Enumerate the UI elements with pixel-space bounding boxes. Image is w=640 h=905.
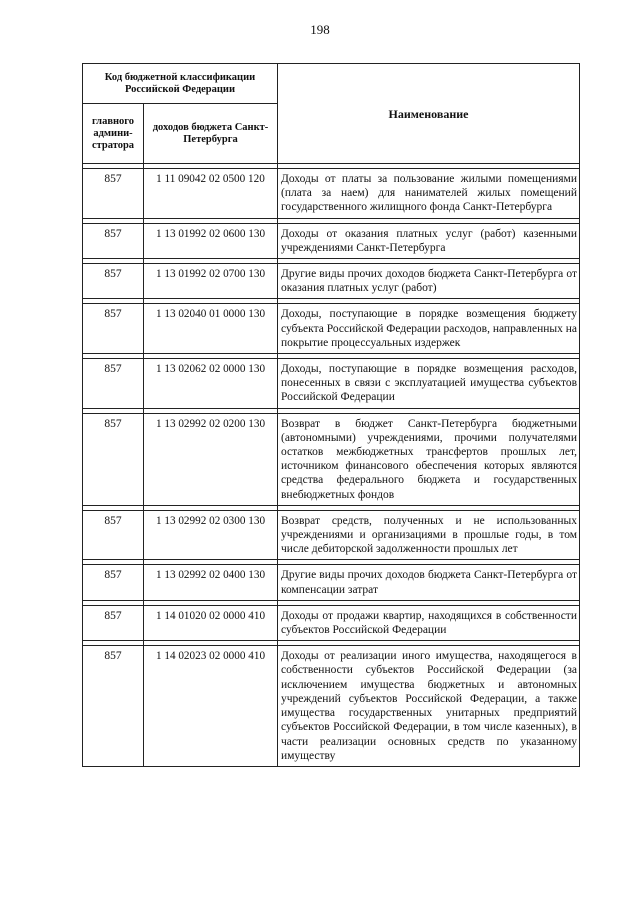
admin-code-cell: 857: [83, 565, 144, 600]
table-row: [83, 413, 580, 505]
name-cell: Другие виды прочих доходов бюджета Санкт-Петербурга от оказания платных услуг (работ): [278, 264, 580, 299]
income-code-cell: 1 13 02062 02 0000 130: [144, 359, 278, 409]
income-code-cell: 1 13 02992 02 0200 130: [144, 413, 278, 505]
income-code-cell: 1 13 02040 01 0000 130: [144, 304, 278, 354]
admin-code-cell: 857: [83, 413, 144, 505]
income-code-cell: 1 13 02992 02 0400 130: [144, 565, 278, 600]
table-body: [83, 164, 580, 767]
income-code-cell: 1 13 02992 02 0300 130: [144, 510, 278, 560]
table-row: [83, 646, 580, 767]
name-cell: Возврат в бюджет Санкт-Петербурга бюджетными (автономными) учреждениями, прочими получателями остатков межбюджетных трансфертов прошлых лет, источником финансового обеспечения которых являются средства федерального бюджета и государственных внебюджетных фондов: [278, 413, 580, 505]
admin-code-cell: 857: [83, 510, 144, 560]
income-code-cell: 1 14 01020 02 0000 410: [144, 605, 278, 640]
income-code-cell: 1 13 01992 02 0700 130: [144, 264, 278, 299]
income-code-cell: 1 13 01992 02 0600 130: [144, 223, 278, 258]
table-row: [83, 169, 580, 219]
name-cell: Доходы от продажи квартир, находящихся в собственности субъектов Российской Федерации: [278, 605, 580, 640]
table-row: [83, 510, 580, 560]
admin-code-cell: 857: [83, 264, 144, 299]
name-cell: Доходы от оказания платных услуг (работ) казенными учреждениями Санкт-Петербурга: [278, 223, 580, 258]
admin-code-cell: 857: [83, 223, 144, 258]
admin-code-cell: 857: [83, 169, 144, 219]
header-admin: главного админи-стратора: [83, 104, 144, 164]
name-cell: Возврат средств, полученных и не использованных учреждениями и организациями в прошлые годы, в том числе дебиторской задолженности прошлых лет: [278, 510, 580, 560]
table-row: [83, 605, 580, 640]
name-cell: Другие виды прочих доходов бюджета Санкт-Петербурга от компенсации затрат: [278, 565, 580, 600]
table-row: [83, 359, 580, 409]
name-cell: Доходы от платы за пользование жилыми помещениями (плата за наем) для нанимателей жилых помещений государственного жилищного фонда Санкт-Петербурга: [278, 169, 580, 219]
page-number: 198: [310, 22, 330, 37]
table-row: [83, 565, 580, 600]
name-cell: Доходы, поступающие в порядке возмещения расходов, понесенных в связи с эксплуатацией имущества субъектов Российской Федерации: [278, 359, 580, 409]
header-income: доходов бюджета Санкт-Петербурга: [144, 104, 278, 164]
admin-code-cell: 857: [83, 605, 144, 640]
table-row: [83, 304, 580, 354]
income-code-cell: 1 11 09042 02 0500 120: [144, 169, 278, 219]
table-row: [83, 264, 580, 299]
budget-classification-table: [82, 63, 580, 767]
income-code-cell: 1 14 02023 02 0000 410: [144, 646, 278, 767]
header-name: Наименование: [278, 64, 580, 164]
name-cell: Доходы от реализации иного имущества, находящегося в собственности субъектов Российской Федерации (за исключением имущества бюджетных и автономных учреждений субъектов Российской Федерации, а также имущества государственных унитарных предприятий субъектов Российской Федерации, в том числе казенных), в части реализации основных средств по указанному имуществу: [278, 646, 580, 767]
table-row: [83, 223, 580, 258]
admin-code-cell: 857: [83, 646, 144, 767]
admin-code-cell: 857: [83, 304, 144, 354]
name-cell: Доходы, поступающие в порядке возмещения бюджету субъекта Российской Федерации расходов, направленных на покрытие процессуальных издержек: [278, 304, 580, 354]
admin-code-cell: 857: [83, 359, 144, 409]
header-budget-classification: Код бюджетной классификации Российской Федерации: [83, 64, 278, 104]
